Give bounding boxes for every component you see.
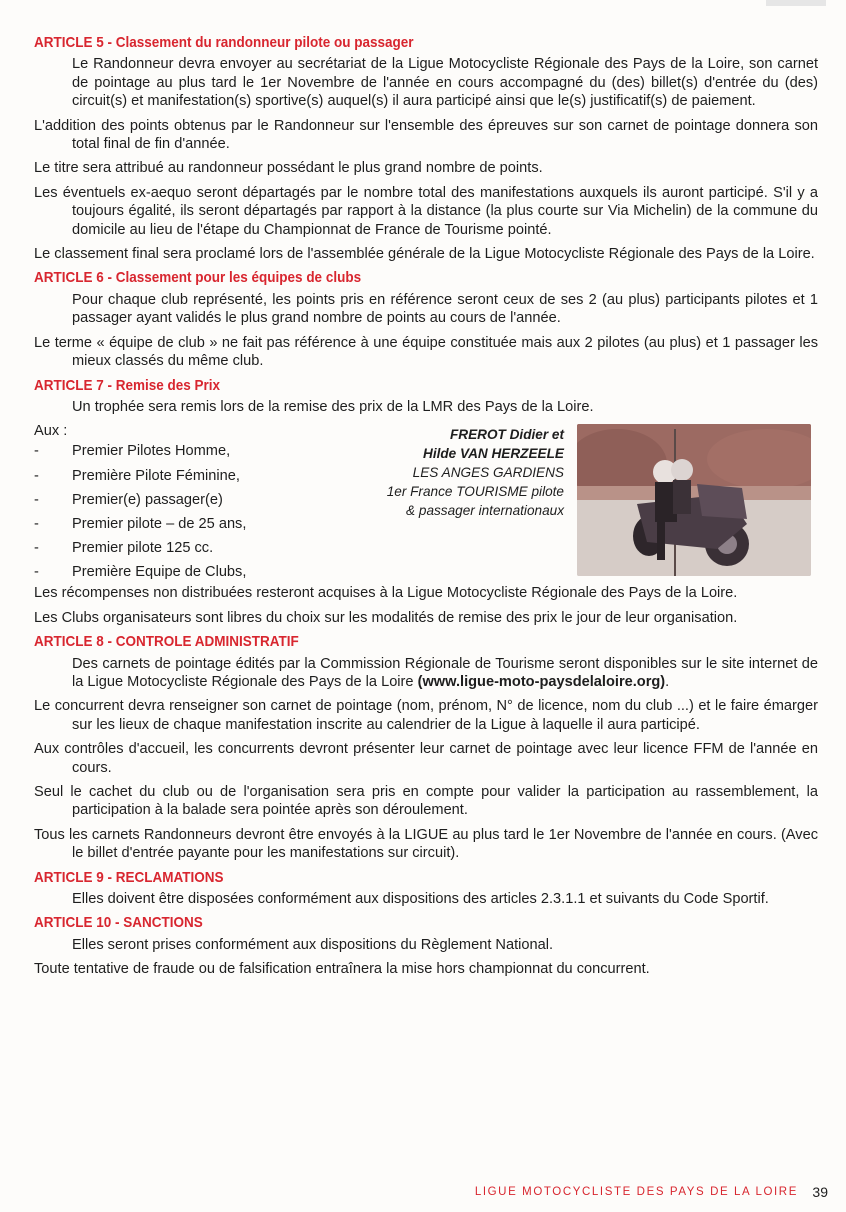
article-5-paragraph-3: Le titre sera attribué au randonneur possédant le plus grand nombre de points.	[34, 160, 543, 177]
prize-list	[34, 442, 246, 587]
top-edge-shade	[766, 0, 826, 6]
photo-caption	[354, 425, 564, 520]
article-5-paragraph-5: Le classement final sera proclamé lors de l'assemblée générale de la Ligue Motocycliste Régionale des Pays de la Loire.	[34, 246, 815, 263]
article-6-paragraph-2: Le terme « équipe de club » ne fait pas référence à une équipe constituée mais aux 2 pilotes (au plus) et 1 passager les mieux classés du même club.	[34, 334, 818, 370]
article-10-paragraph-1: Elles seront prises conformément aux dispositions du Règlement National.	[72, 936, 554, 953]
article-7-after-1: Les récompenses non distribuées resteront acquises à la Ligue Motocycliste Régionale des Pays de la Loire.	[34, 585, 738, 602]
prize-item: - Premier pilote – de 25 ans,	[34, 515, 247, 532]
article-8-paragraph-1: Des carnets de pointage édités par la Commission Régionale de Tourisme seront disponibles sur le site internet de la Ligue Motocycliste Régionale des Pays de la Loire (www.ligue-moto-paysdelaloire.org).	[72, 655, 818, 690]
article-10-paragraph-2: Toute tentative de fraude ou de falsification entraînera la mise hors championnat du concurrent.	[34, 961, 650, 978]
prize-item: - Premier Pilotes Homme,	[34, 443, 231, 460]
article-10-heading: ARTICLE 10 - SANCTIONS	[34, 914, 203, 932]
prize-item: - Première Pilote Féminine,	[34, 467, 240, 484]
article-7-heading: ARTICLE 7 - Remise des Prix	[34, 376, 221, 394]
caption-line: LES ANGES GARDIENS	[412, 465, 564, 481]
article-5-heading: ARTICLE 5 - Classement du randonneur pilote ou passager	[34, 34, 414, 51]
article-5-paragraph-4: Les éventuels ex-aequo seront départagés par le nombre total des manifestations auxquels ils auront participé. S'il y a toujours égalité, ils seront départagés par rapport à la distance (la plus courte sur Via Michelin) de la commune du domicile au lieu de l'étape du Championnat de France de Tourisme pointé.	[34, 184, 818, 238]
aux-label: Aux :	[34, 423, 68, 440]
motorcycle-photo	[577, 424, 811, 576]
prize-item: - Premier(e) passager(e)	[34, 491, 223, 508]
caption-line: & passager internationaux	[406, 503, 564, 519]
article-9-paragraph-1: Elles doivent être disposées conformément aux dispositions des articles 2.3.1.1 et suivants du Code Sportif.	[72, 891, 769, 907]
prize-section	[34, 422, 818, 580]
article-5-paragraph-2: L'addition des points obtenus par le Randonneur sur l'ensemble des épreuves sur son carnet de pointage donnera son total final de fin d'année.	[34, 117, 818, 153]
prize-item: - Premier pilote 125 cc.	[34, 540, 214, 557]
article-8-paragraph-2: Le concurrent devra renseigner son carnet de pointage (nom, prénom, N° de licence, nom du club ...) et le faire émarger sur les lieux de chaque manifestation inscrite au calendrier de la Ligue à laquelle il aura participé.	[34, 698, 818, 733]
article-7-after-2: Les Clubs organisateurs sont libres du choix sur les modalités de remise des prix le jour de leur organisation.	[34, 609, 738, 626]
article-6-heading: ARTICLE 6 - Classement pour les équipes de clubs	[34, 269, 362, 287]
article-5-paragraph-1: Le Randonneur devra envoyer au secrétariat de la Ligue Motocycliste Régionale des Pays de la Loire, son carnet de pointage au plus tard le 1er Novembre de l'année en cours accompagné du (des) billet(s) d'entrée du (des) circuit(s) et manifestation(s) sportive(s) auquel(s) il aura participé ainsi que le(s) justificatif(s) de paiement.	[72, 56, 818, 110]
article-6-paragraph-1: Pour chaque club représenté, les points pris en référence seront ceux de ses 2 (au plus) participants pilotes et 1 passager ayant validés le plus grand nombre de points au cours de l'année.	[72, 291, 818, 327]
page-content	[34, 28, 818, 985]
caption-line: Hilde VAN HERZEELE	[423, 446, 564, 462]
article-8-heading: ARTICLE 8 - CONTROLE ADMINISTRATIF	[34, 633, 299, 651]
footer-organization: LIGUE MOTOCYCLISTE DES PAYS DE LA LOIRE	[474, 1186, 798, 1198]
article-9-heading: ARTICLE 9 - RECLAMATIONS	[34, 868, 224, 886]
motorcycle-photo-graphic	[577, 424, 811, 576]
article-7-intro: Un trophée sera remis lors de la remise des prix de la LMR des Pays de la Loire.	[72, 398, 594, 415]
caption-line: 1er France TOURISME pilote	[386, 484, 564, 500]
article-8-paragraph-4: Seul le cachet du club ou de l'organisation sera pris en compte pour valider la participation au rassemblement, la participation à la balade sera pointée après son déroulement.	[34, 783, 818, 819]
article-8-paragraph-3: Aux contrôles d'accueil, les concurrents devront présenter leur carnet de pointage avec leur licence FFM de l'année en cours.	[34, 741, 818, 776]
prize-item: - Première Equipe de Clubs,	[34, 564, 247, 581]
page-number: 39	[812, 1184, 828, 1200]
article-8-paragraph-5: Tous les carnets Randonneurs devront être envoyés à la LIGUE au plus tard le 1er Novembre de l'année en cours. (Avec le billet d'entrée payante pour les manifestations sur circuit).	[34, 826, 818, 862]
caption-line: FREROT Didier et	[449, 427, 564, 443]
website-link[interactable]: (www.ligue-moto-paysdelaloire.org)	[417, 673, 666, 690]
